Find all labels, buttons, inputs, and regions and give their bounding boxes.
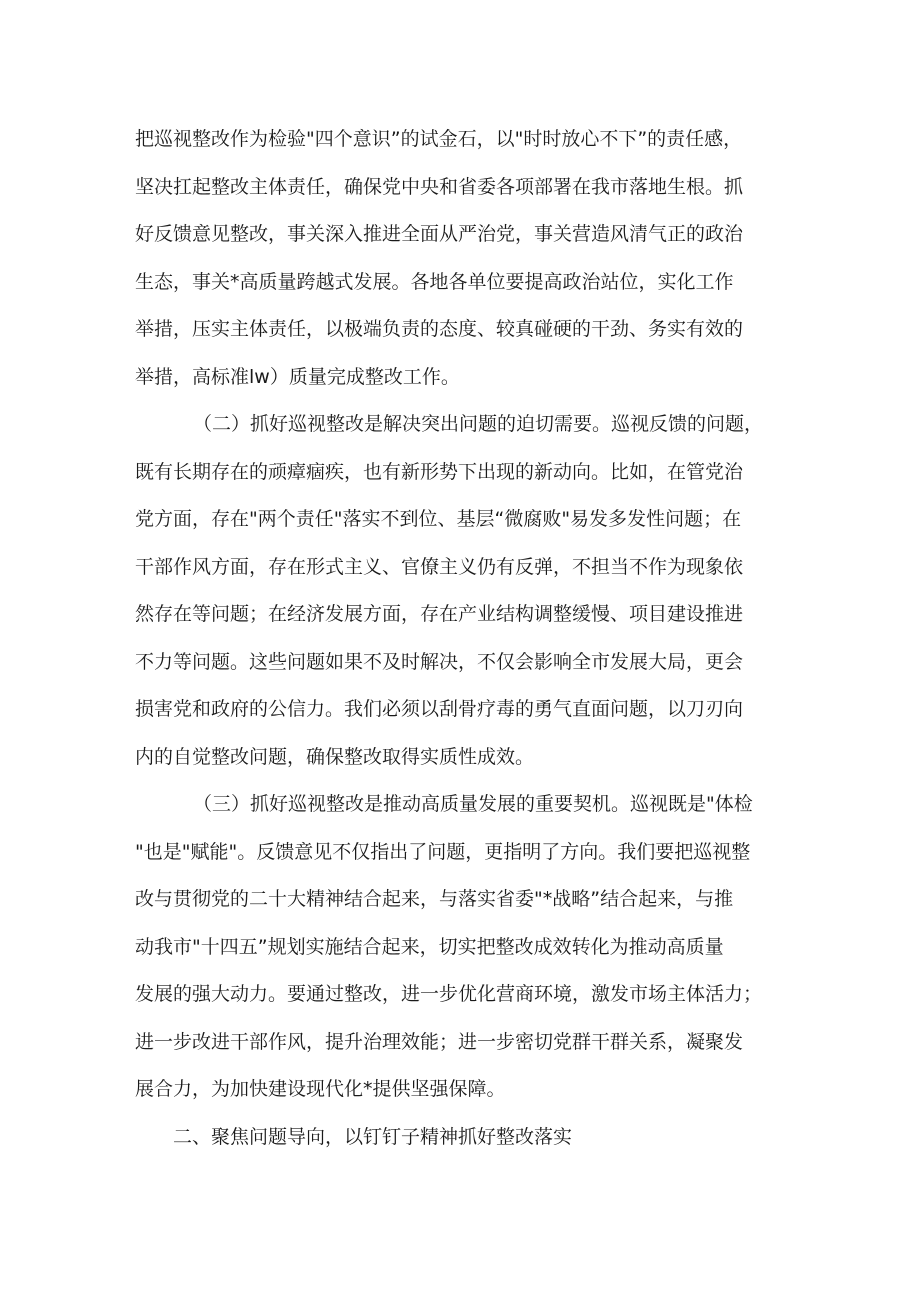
text-line: 改与贯彻党的二十大精神结合起来，与落实省委"*战略”结合起来，与推 [135,888,734,910]
text-line: 干部作风方面，存在形式主义、官僚主义仍有反弹，不担当不作为现象依 [135,555,744,578]
text-line: 不力等问题。这些问题如果不及时解决，不仅会影响全市发展大局，更会 [135,650,744,673]
paragraph-3 [135,781,795,1114]
heading-line: 二、聚焦问题导向，以钉钉子精神抓好整改落实 [173,1125,573,1148]
paragraph-1 [135,116,795,401]
text-line: 动我市"十四五”规划实施结合起来，切实把整改成效转化为推动高质量 [135,935,724,958]
document-body [135,116,795,1161]
text-line: 好反馈意见整改，事关深入推进全面从严治党，事关营造风清气正的政治 [135,223,744,245]
text-line: （三）抓好巡视整改是推动高质量发展的重要契机。巡视既是"体检 [193,793,753,815]
text-line: 既有长期存在的顽瘴痼疾，也有新形势下出现的新动向。比如，在管党治 [135,460,744,483]
text-line: 发展的强大动力。要通过整改，进一步优化营商环境，激发市场主体活力； [135,983,763,1005]
text-line: 生态，事关*高质量跨越式发展。各地各单位要提高政治站位，实化工作 [135,270,734,293]
text-line: 党方面，存在"两个责任"落实不到位、基层“微腐败"易发多发性问题；在 [135,508,742,530]
text-line: （二）抓好巡视整改是解决突出问题的迫切需要。巡视反馈的问题， [193,413,764,435]
text-line: 然存在等问题；在经济发展方面，存在产业结构调整缓慢、项目建设推进 [135,603,744,625]
text-line: 内的自觉整改问题，确保整改取得实质性成效。 [135,745,535,768]
text-line: 把巡视整改作为检验"四个意识”的试金石，以"时时放心不下”的责任感， [135,128,743,150]
text-line: 展合力，为加快建设现代化*提供坚强保障。 [135,1078,506,1100]
text-line: 进一步改进干部作风，提升治理效能；进一步密切党群干群关系，凝聚发 [135,1030,744,1053]
text-line: 坚决扛起整改主体责任，确保党中央和省委各项部署在我市落地生根。抓 [135,175,744,198]
paragraph-2 [135,401,795,781]
text-line: 损害党和政府的公信力。我们必须以刮骨疗毒的勇气直面问题，以刀刃向 [135,698,744,720]
section-heading-2 [135,1114,795,1162]
text-line: 举措，高标准lw）质量完成整改工作。 [135,365,460,388]
text-line: "也是"赋能"。反馈意见不仅指出了问题，更指明了方向。我们要把巡视整 [135,840,751,863]
text-line: 举措，压实主体责任，以极端负责的态度、较真碰硬的干劲、务实有效的 [135,318,744,340]
